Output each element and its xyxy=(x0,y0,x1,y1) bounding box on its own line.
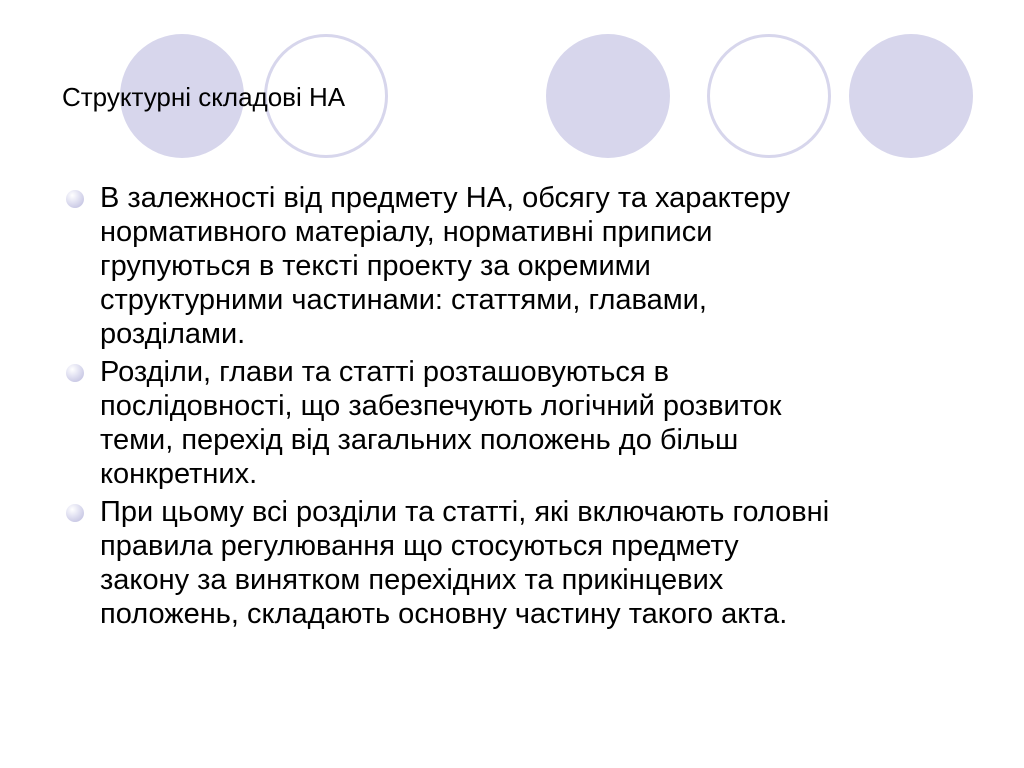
bullet-icon xyxy=(66,364,84,382)
slide-title: Структурні складові НА xyxy=(62,82,346,112)
bullet-item-1 xyxy=(64,181,1004,351)
bullet-text-line: Розділи, глави та статті розташовуються в xyxy=(100,356,670,388)
bullet-text-line: розділами. xyxy=(100,318,246,350)
bullet-text-line: теми, перехід від загальних положень до більш xyxy=(100,424,739,456)
decorative-circle-4 xyxy=(707,34,831,158)
bullet-text-line: конкретних. xyxy=(100,458,258,490)
bullet-text-line: В залежності від предмету НА, обсягу та характеру xyxy=(100,182,790,214)
bullet-text-line: правила регулювання що стосуються предмету xyxy=(100,530,739,562)
bullet-text-line: нормативного матеріалу, нормативні приписи xyxy=(100,216,713,248)
bullet-item-3 xyxy=(64,495,1004,631)
decorative-circle-5 xyxy=(849,34,973,158)
bullet-text-line: положень, складають основну частину такого акта. xyxy=(100,598,788,630)
bullet-text-line: групуються в тексті проекту за окремими xyxy=(100,250,651,282)
bullet-icon xyxy=(66,190,84,208)
bullet-item-2 xyxy=(64,355,1004,491)
bullet-text-line: закону за винятком перехідних та прикінцевих xyxy=(100,564,724,596)
bullet-text-line: послідовності, що забезпечують логічний розвиток xyxy=(100,390,782,422)
bullet-text-line: структурними частинами: статтями, главами, xyxy=(100,284,707,316)
bullet-text-line: При цьому всі розділи та статті, які включають головні xyxy=(100,496,830,528)
bullet-icon xyxy=(66,504,84,522)
decorative-circle-3 xyxy=(546,34,670,158)
bullet-list xyxy=(64,181,1004,635)
